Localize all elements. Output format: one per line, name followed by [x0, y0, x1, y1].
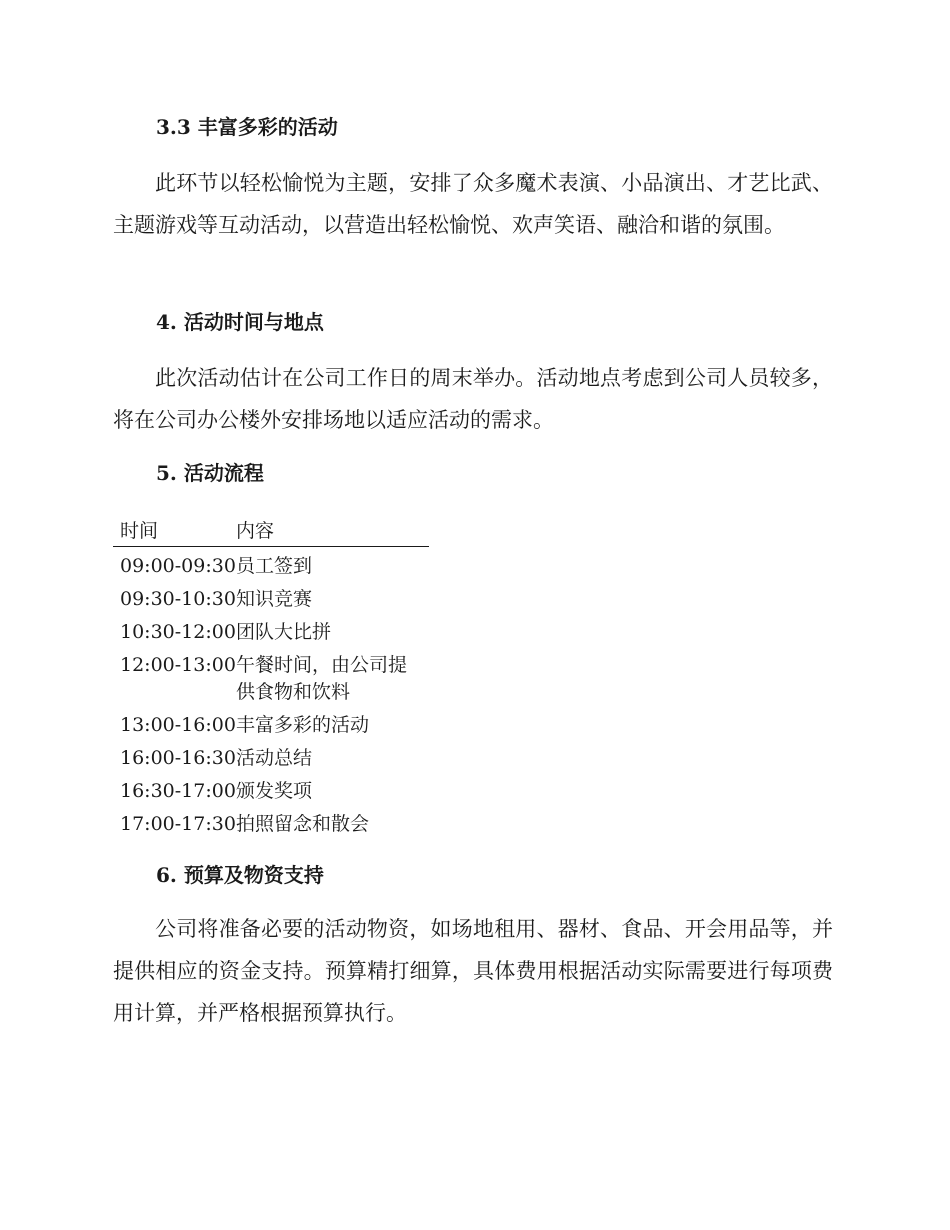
row-time: 12:00-13:00 — [120, 654, 236, 676]
row-content: 知识竞赛 — [236, 588, 313, 610]
row-time: 13:00-16:00 — [120, 714, 236, 736]
header-time: 时间 — [120, 519, 159, 542]
table-row — [113, 709, 429, 742]
row-content: 午餐时间，由公司提供食物和饮料 — [236, 654, 408, 703]
row-time: 17:00-17:30 — [120, 813, 236, 835]
row-time: 16:00-16:30 — [120, 747, 236, 769]
section-4-paragraph: 此次活动估计在公司工作日的周末举办。活动地点考虑到公司人员较多，将在公司办公楼外安排场地以适应活动的需求。 — [113, 366, 833, 432]
row-content: 颁发奖项 — [236, 780, 313, 802]
row-time: 09:30-10:30 — [120, 588, 236, 610]
table-row — [113, 550, 429, 583]
section-6-heading: 6. 预算及物资支持 — [156, 863, 324, 887]
table-row — [113, 616, 429, 649]
row-content: 拍照留念和散会 — [236, 813, 370, 835]
section-4-heading: 4. 活动时间与地点 — [156, 310, 324, 334]
row-content: 活动总结 — [236, 747, 313, 769]
section-5-heading: 5. 活动流程 — [156, 461, 264, 485]
header-content: 内容 — [236, 519, 275, 542]
row-content: 丰富多彩的活动 — [236, 714, 370, 736]
table-row — [113, 775, 429, 808]
table-row — [113, 742, 429, 775]
schedule-table-body — [113, 547, 429, 841]
schedule-table — [113, 512, 429, 841]
section-3-3-paragraph: 此环节以轻松愉悦为主题，安排了众多魔术表演、小品演出、才艺比武、主题游戏等互动活动，以营造出轻松愉悦、欢声笑语、融洽和谐的氛围。 — [113, 171, 833, 237]
row-content: 团队大比拼 — [236, 621, 332, 643]
table-row — [113, 808, 429, 841]
row-time: 10:30-12:00 — [120, 621, 236, 643]
section-3-3-heading: 3.3 丰富多彩的活动 — [156, 115, 338, 139]
table-row — [113, 649, 429, 709]
row-time: 09:00-09:30 — [120, 555, 236, 577]
section-6-paragraph: 公司将准备必要的活动物资，如场地租用、器材、食品、开会用品等，并提供相应的资金支持。预算精打细算，具体费用根据活动实际需要进行每项费用计算，并严格根据预算执行。 — [113, 917, 833, 1025]
schedule-table-header — [113, 512, 429, 547]
row-time: 16:30-17:00 — [120, 780, 236, 802]
table-row — [113, 583, 429, 616]
row-content: 员工签到 — [236, 555, 313, 577]
